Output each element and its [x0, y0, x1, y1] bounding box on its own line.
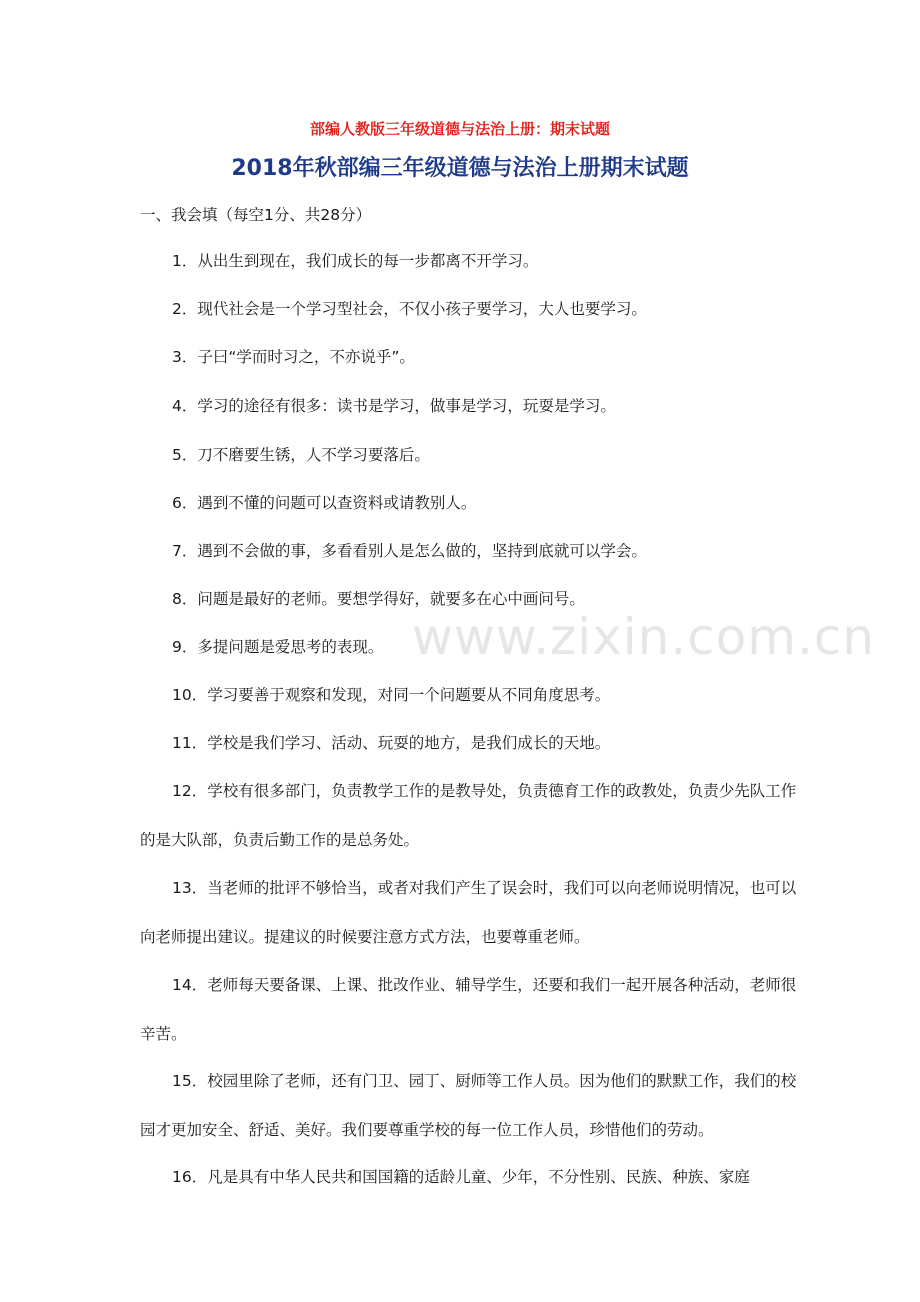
question-item: 13．当老师的批评不够恰当，或者对我们产生了误会时，我们可以向老师说明情况，也可以向老师提出建议。提建议的时候要注意方式方法，也要尊重老师。 — [140, 879, 797, 946]
document-title: 2018年秋部编三年级道德与法治上册期末试题 — [231, 156, 689, 181]
question-item: 10．学习要善于观察和发现，对同一个问题要从不同角度思考。 — [172, 686, 611, 704]
question-item: 16．凡是具有中华人民共和国国籍的适龄儿童、少年，不分性别、民族、种族、家庭 — [172, 1168, 750, 1186]
question-item: 5．刀不磨要生锈，人不学习要落后。 — [172, 446, 430, 464]
question-item: 8．问题是最好的老师。要想学得好，就要多在心中画问号。 — [172, 590, 585, 608]
question-item: 3．子曰“学而时习之，不亦说乎”。 — [172, 348, 415, 366]
question-item: 15．校园里除了老师，还有门卫、园丁、厨师等工作人员。因为他们的默默工作，我们的校园才更加安全、舒适、美好。我们要尊重学校的每一位工作人员，珍惜他们的劳动。 — [140, 1072, 797, 1139]
section-heading: 一、我会填（每空1分、共28分） — [140, 206, 372, 224]
question-item: 7．遇到不会做的事，多看看别人是怎么做的，坚持到底就可以学会。 — [172, 542, 647, 560]
question-item: 4．学习的途径有很多：读书是学习，做事是学习，玩耍是学习。 — [172, 397, 616, 415]
question-item: 11．学校是我们学习、活动、玩耍的地方，是我们成长的天地。 — [172, 734, 611, 752]
question-item: 14．老师每天要备课、上课、批改作业、辅导学生，还要和我们一起开展各种活动，老师很辛苦。 — [140, 976, 797, 1043]
question-item: 1．从出生到现在，我们成长的每一步都离不开学习。 — [172, 252, 539, 270]
document-header: 部编人教版三年级道德与法治上册：期末试题 — [309, 120, 610, 138]
question-item: 2．现代社会是一个学习型社会，不仅小孩子要学习，大人也要学习。 — [172, 300, 647, 318]
watermark: www.zixin.com.cn — [412, 608, 876, 666]
question-item: 9．多提问题是爱思考的表现。 — [172, 638, 384, 656]
question-item: 12．学校有很多部门，负责教学工作的是教导处，负责德育工作的政教处，负责少先队工作的是大队部，负责后勤工作的是总务处。 — [140, 782, 797, 849]
question-item: 6．遇到不懂的问题可以查资料或请教别人。 — [172, 494, 477, 512]
